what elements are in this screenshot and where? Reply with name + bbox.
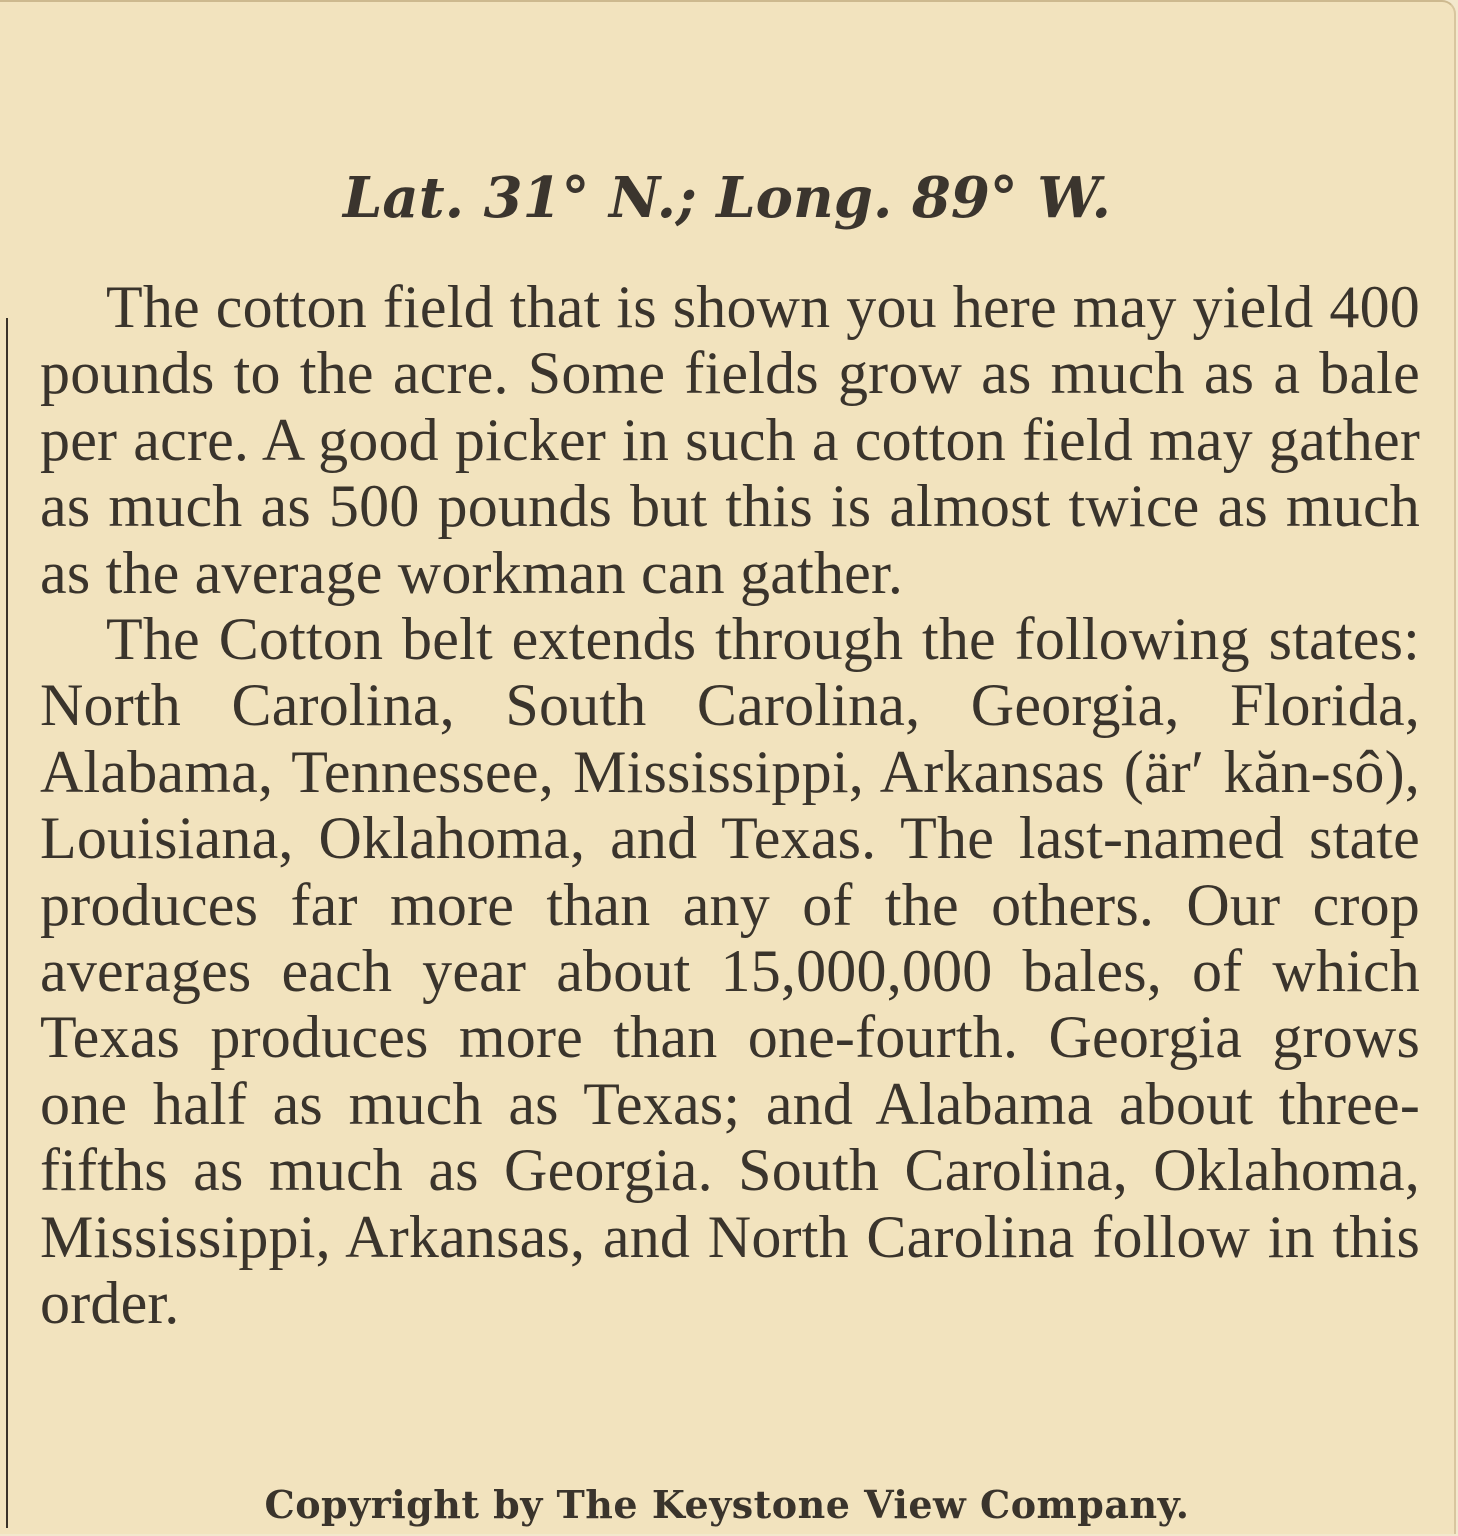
paragraph-cotton-belt: The Cotton belt extends through the following states: North Carolina, South Carolina, Georgia, Florida, Alabama, Tennessee, Mississippi, Arkansas (är′ kăn-sô), Louisiana, Oklahoma, and Texas. The last-named state produces far more than any of the others. Our crop averages each year about 15,000,000 bales, of which Texas produces more than one-fourth. Georgia grows one half as much as Texas; and Alabama about three-fifths as much as Georgia. South Carolina, Oklahoma, Mississippi, Arkansas, and North Carolina follow in this order. [40, 606, 1420, 1337]
left-margin-rule [6, 318, 8, 1528]
paragraph-yield: The cotton field that is shown you here may yield 400 pounds to the acre. Some fields grow as much as a bale per acre. A good picker in such a cotton field may gather as much as 500 pounds but this is almost twice as much as the average workman can gather. [40, 274, 1420, 606]
coordinates-heading: Lat. 31° N.; Long. 89° W. [343, 165, 1111, 231]
card-body-text [40, 274, 1420, 1337]
copyright-line: Copyright by The Keystone View Company. [264, 1482, 1190, 1527]
